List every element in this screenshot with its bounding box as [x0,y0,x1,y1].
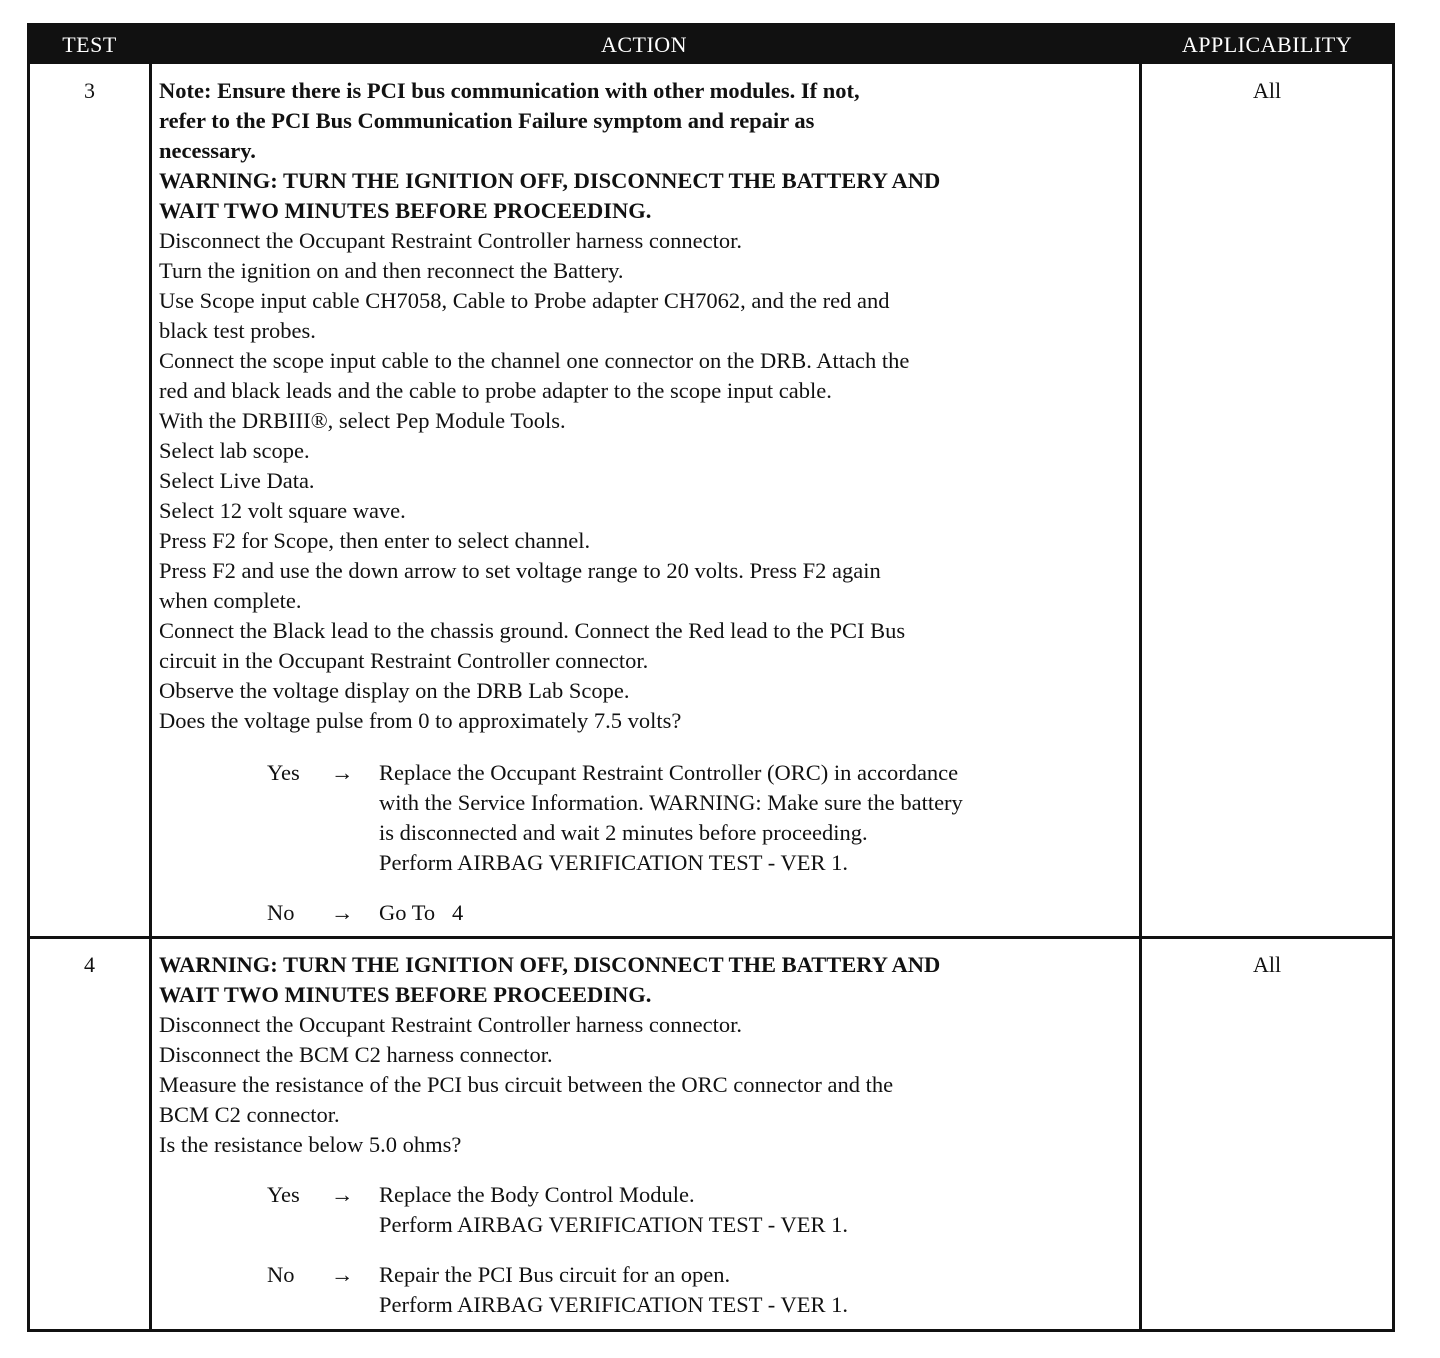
question-line: Does the voltage pulse from 0 to approximately 7.5 volts? [159,708,682,733]
diagnostic-table [27,23,1395,1332]
action-line: Select 12 volt square wave. [159,498,406,523]
action-text-test-4 [159,950,1131,1160]
test-number: 3 [84,78,95,103]
column-divider [149,64,152,1329]
result-text [379,898,1131,928]
warning-line: WAIT TWO MINUTES BEFORE PROCEEDING. [159,982,652,1007]
warning-line: WARNING: TURN THE IGNITION OFF, DISCONNECT THE BATTERY AND [159,168,941,193]
result-text [379,1180,1131,1240]
result-text [379,758,1131,878]
result-line: Perform AIRBAG VERIFICATION TEST - VER 1. [379,1212,848,1237]
action-line: Note: Ensure there is PCI bus communication with other modules. If not, [159,78,860,103]
result-label: No [267,900,295,925]
result-line: Go To 4 [379,900,464,925]
action-line: Disconnect the Occupant Restraint Controller harness connector. [159,228,742,253]
action-line: BCM C2 connector. [159,1102,340,1127]
action-line: Press F2 and use the down arrow to set voltage range to 20 volts. Press F2 again [159,558,881,583]
action-line: Turn the ignition on and then reconnect the Battery. [159,258,624,283]
result-label: Yes [267,760,300,785]
result-label: No [267,1262,295,1287]
action-line: Disconnect the Occupant Restraint Controller harness connector. [159,1012,742,1037]
action-line: black test probes. [159,318,316,343]
column-divider [1139,64,1142,1329]
result-line: Perform AIRBAG VERIFICATION TEST - VER 1. [379,850,848,875]
action-line: red and black leads and the cable to probe adapter to the scope input cable. [159,378,832,403]
action-line: refer to the PCI Bus Communication Failure symptom and repair as [159,108,815,133]
arrow-icon: → [331,900,354,925]
table-header [30,26,1392,64]
action-line: Disconnect the BCM C2 harness connector. [159,1042,553,1067]
result-line: with the Service Information. WARNING: Make sure the battery [379,790,963,815]
action-line: Connect the scope input cable to the channel one connector on the DRB. Attach the [159,348,910,373]
result-line: Replace the Body Control Module. [379,1182,695,1207]
arrow-icon: → [331,760,354,785]
action-line: necessary. [159,138,256,163]
action-line: With the DRBIII®, select Pep Module Tools. [159,408,566,433]
action-line: Select Live Data. [159,468,315,493]
test-number: 4 [84,952,95,977]
action-line: when complete. [159,588,302,613]
warning-line: WAIT TWO MINUTES BEFORE PROCEEDING. [159,198,652,223]
action-line: Select lab scope. [159,438,310,463]
header-test: TEST [62,32,117,57]
action-line: Connect the Black lead to the chassis ground. Connect the Red lead to the PCI Bus [159,618,906,643]
row-divider [30,936,1392,939]
header-action: ACTION [600,32,688,57]
action-line: Measure the resistance of the PCI bus circuit between the ORC connector and the [159,1072,894,1097]
result-label: Yes [267,1182,300,1207]
result-line: Replace the Occupant Restraint Controller (ORC) in accordance [379,760,959,785]
arrow-icon: → [331,1182,354,1207]
result-text [379,1260,1131,1320]
applicability-value: All [1252,78,1282,103]
result-line: Perform AIRBAG VERIFICATION TEST - VER 1. [379,1292,848,1317]
header-applicability: APPLICABILITY [1181,32,1353,57]
applicability-value: All [1252,952,1282,977]
result-line: is disconnected and wait 2 minutes before proceeding. [379,820,868,845]
action-line: Press F2 for Scope, then enter to select channel. [159,528,591,553]
action-line: Use Scope input cable CH7058, Cable to Probe adapter CH7062, and the red and [159,288,890,313]
question-line: Is the resistance below 5.0 ohms? [159,1132,462,1157]
action-text-test-3 [159,76,1131,736]
action-line: Observe the voltage display on the DRB Lab Scope. [159,678,630,703]
arrow-icon: → [331,1262,354,1287]
warning-line: WARNING: TURN THE IGNITION OFF, DISCONNECT THE BATTERY AND [159,952,941,977]
action-line: circuit in the Occupant Restraint Controller connector. [159,648,649,673]
result-line: Repair the PCI Bus circuit for an open. [379,1262,731,1287]
